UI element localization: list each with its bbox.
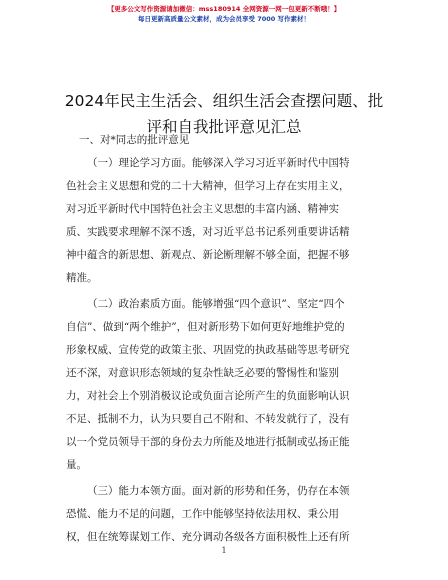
paragraph-line: 神中蕴含的新思想、新观点、新论断理解不够全面，把握不够 xyxy=(66,249,350,261)
paragraph-line: 不足、抵制不力，认为只要自己不附和、不转发就行了，没有 xyxy=(66,413,350,425)
page-number: 1 xyxy=(221,546,227,555)
paragraph-line: 质、实践要求理解不深不透，对习近平总书记系列重要讲话精 xyxy=(66,226,350,238)
paragraph-line: 量。 xyxy=(66,459,87,471)
paragraph-theory-study xyxy=(66,152,382,290)
paragraph-line: （三）能力本领方面。面对新的形势和任务，仍存在本领 xyxy=(87,485,350,497)
promo-banner xyxy=(0,4,448,24)
document-title-line-1: 2024年民主生活会、组织生活会查摆问题、批 xyxy=(64,92,384,110)
paragraph-line: 对习近平新时代中国特色社会主义思想的丰富内涵、精神实 xyxy=(66,203,339,215)
paragraph-line: 自信”、做到“两个维护”，但对新形势下如何更好地维护党的 xyxy=(66,321,345,333)
document-body xyxy=(66,129,382,549)
paragraph-line: 还不深，对意识形态领域的复杂性缺乏必要的警惕性和鉴别 xyxy=(66,367,339,379)
paragraph-line: 恐慌、能力不足的问题，工作中能够坚持依法用权、秉公用 xyxy=(66,508,339,520)
paragraph-line: 以一个党员领导干部的身份去力所能及地进行抵制或弘扬正能 xyxy=(66,436,350,448)
promo-banner-line-1: 【更多公文写作资源请加微信：mss180914 全网资源一网一包更新不断哦！】 xyxy=(107,5,341,13)
paragraph-political-quality xyxy=(66,293,382,477)
paragraph-line: （二）政治素质方面。能够增强“四个意识”、坚定“四个 xyxy=(87,298,345,310)
paragraph-line: 力，对社会上个别消极议论或负面言论所产生的负面影响认识 xyxy=(66,390,350,402)
document-title-line-2: 评和自我批评意见汇总 xyxy=(146,118,302,136)
paragraph-line: （一）理论学习方面。能够深入学习习近平新时代中国特 xyxy=(87,157,350,169)
paragraph-line: 权，但在统筹谋划工作、充分调动各级各方面积极性上还有所 xyxy=(66,531,350,543)
paragraph-line: 精准。 xyxy=(66,272,98,284)
paragraph-line: 形象权威、宣传党的政策主张、巩固党的执政基础等思考研究 xyxy=(66,344,350,356)
paragraph-line: 色社会主义思想和党的二十大精神，但学习上存在实用主义， xyxy=(66,180,350,192)
promo-banner-line-2: 每日更新高质量公文素材，成为会员享受 7000 写作素材！ xyxy=(137,15,311,23)
section-heading: 一、对*同志的批评意见 xyxy=(79,134,190,146)
paragraph-ability xyxy=(66,480,382,549)
